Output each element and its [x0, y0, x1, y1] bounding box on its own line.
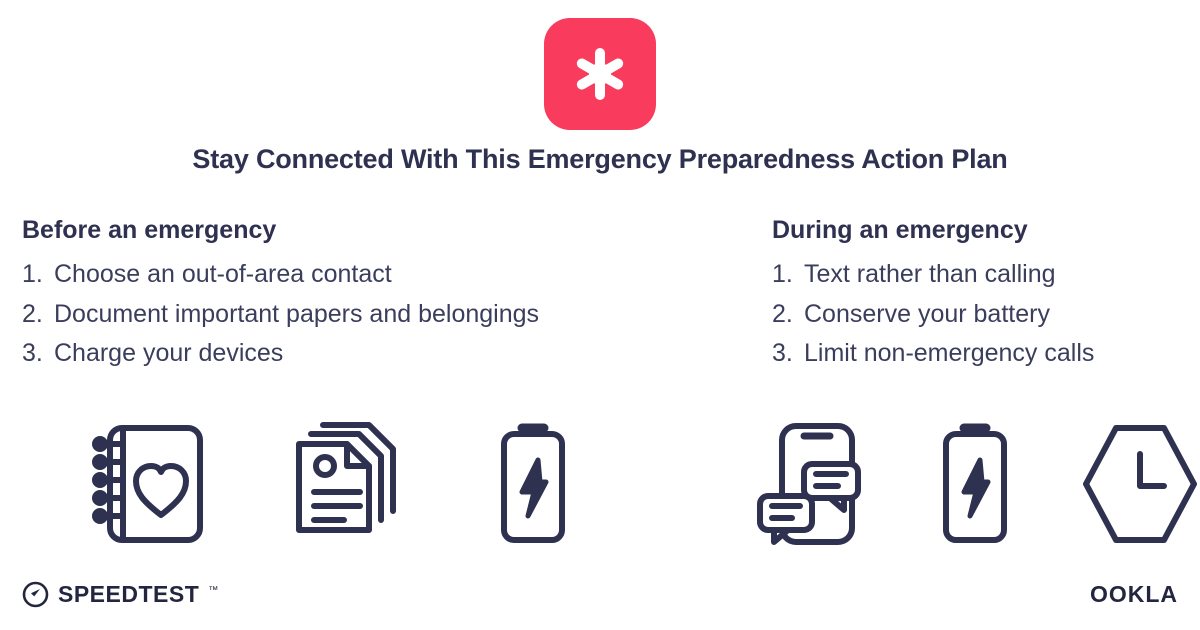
icon-hexagon-clock: [1080, 418, 1200, 550]
icon-battery-bolt-right: [926, 418, 1024, 550]
column-during-emergency: [752, 216, 1200, 374]
column-heading-before: Before an emergency: [22, 216, 277, 244]
list-item-number: 3.: [772, 339, 793, 367]
list-item: [772, 295, 1200, 335]
notebook-heart-icon: [90, 420, 208, 548]
icon-row-during: [752, 418, 1200, 550]
list-item-label: Conserve your battery: [804, 299, 1050, 328]
list-item-number: 2.: [772, 299, 793, 328]
footer: [0, 568, 1200, 630]
column-heading-during: During an emergency: [772, 216, 1028, 244]
speedtest-gauge-icon: [22, 581, 49, 608]
list-item-label: Text rather than calling: [804, 260, 1056, 288]
brand-trademark: ™: [208, 584, 219, 596]
steps-list-during: [772, 255, 1200, 374]
asterisk-icon: [568, 42, 632, 106]
list-item-label: Charge your devices: [54, 339, 284, 367]
list-item: [772, 334, 1200, 374]
steps-list-before: [22, 255, 752, 374]
list-item: [22, 255, 752, 295]
hexagon-clock-icon: [1080, 422, 1200, 546]
list-item: [22, 295, 752, 335]
list-item-number: 1.: [22, 260, 43, 288]
icon-stacked-documents: [276, 418, 406, 550]
battery-bolt-icon: [492, 420, 574, 548]
icon-row-before: [22, 418, 824, 550]
list-item: [22, 334, 752, 374]
icon-battery-bolt-left: [468, 418, 598, 550]
battery-bolt-icon: [934, 420, 1016, 548]
list-item-label: Limit non-emergency calls: [804, 339, 1095, 367]
icon-notebook-heart: [84, 418, 214, 550]
column-before-emergency: [0, 216, 752, 374]
brand-name: SPEEDTEST: [58, 580, 200, 607]
speedtest-brand: [22, 581, 218, 608]
emergency-badge: [544, 18, 656, 130]
page-title: Stay Connected With This Emergency Preparedness Action Plan: [192, 144, 1008, 174]
list-item-number: 3.: [22, 339, 43, 367]
stacked-documents-icon: [281, 420, 401, 548]
icon-phone-message: [752, 418, 870, 550]
badge-container: [0, 18, 1200, 130]
columns-container: [0, 216, 1200, 374]
list-item-number: 1.: [772, 260, 793, 288]
partner-name: OOKLA: [1089, 580, 1178, 607]
phone-message-icon: [752, 420, 870, 548]
list-item-label: Document important papers and belongings: [54, 299, 540, 328]
ookla-brand: [1090, 581, 1178, 608]
list-item-number: 2.: [22, 299, 43, 328]
list-item: [772, 255, 1200, 295]
list-item-label: Choose an out-of-area contact: [54, 260, 392, 288]
